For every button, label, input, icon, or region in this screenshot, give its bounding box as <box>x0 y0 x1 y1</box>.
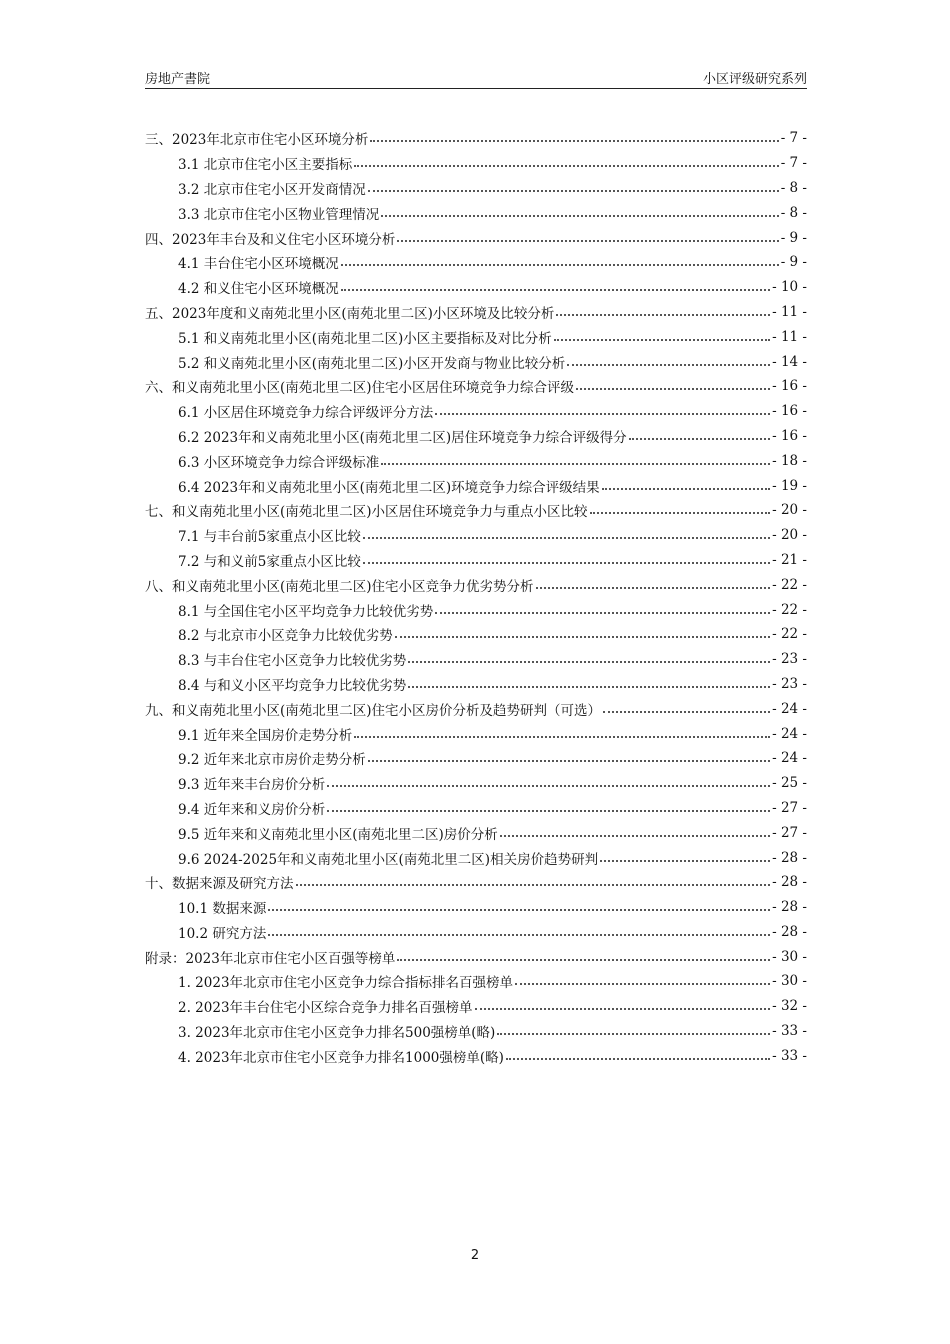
toc-dot-leader <box>506 1058 770 1060</box>
toc-section-entry[interactable] <box>145 969 807 994</box>
toc-section-entry[interactable] <box>145 399 807 424</box>
toc-entry-title: 五、2023年度和义南苑北里小区(南苑北里二区)小区环境及比较分析 <box>145 305 555 322</box>
toc-entry-title: 8.4 与和义小区平均竞争力比较优劣势 <box>178 677 407 694</box>
toc-dot-leader <box>296 884 771 886</box>
toc-entry-page: - 23 - <box>772 651 807 668</box>
toc-entry-page: - 22 - <box>772 601 807 618</box>
toc-entry-title: 8.3 与丰台住宅小区竞争力比较优劣势 <box>178 653 407 670</box>
toc-entry-page: - 16 - <box>772 403 807 420</box>
toc-dot-leader <box>603 711 770 713</box>
toc-entry-page: - 21 - <box>772 551 807 568</box>
toc-dot-leader <box>370 140 778 142</box>
toc-dot-leader <box>435 413 770 415</box>
toc-entry-page: - 20 - <box>772 502 807 519</box>
toc-dot-leader <box>435 612 770 614</box>
toc-entry-title: 六、和义南苑北里小区(南苑北里二区)住宅小区居住环境竞争力综合评级 <box>145 380 575 397</box>
toc-section-entry[interactable] <box>145 647 807 672</box>
page-header <box>145 66 807 89</box>
toc-section-entry[interactable] <box>145 1043 807 1068</box>
toc-entry-page: - 18 - <box>772 452 807 469</box>
toc-entry-title: 七、和义南苑北里小区(南苑北里二区)小区居住环境竞争力与重点小区比较 <box>145 504 588 521</box>
toc-entry-title: 10.2 研究方法 <box>178 925 267 942</box>
toc-entry-page: - 28 - <box>772 849 807 866</box>
toc-dot-leader <box>602 488 770 490</box>
toc-entry-page: - 8 - <box>780 204 807 221</box>
toc-entry-page: - 32 - <box>772 998 807 1015</box>
toc-entry-page: - 33 - <box>772 1023 807 1040</box>
toc-dot-leader <box>408 661 770 663</box>
toc-entry-title: 三、2023年北京市住宅小区环境分析 <box>145 132 369 149</box>
toc-dot-leader <box>381 463 770 465</box>
toc-section-entry[interactable] <box>145 721 807 746</box>
toc-dot-leader <box>576 388 770 390</box>
toc-entry-title: 9.5 近年来和义南苑北里小区(南苑北里二区)房价分析 <box>178 826 498 843</box>
toc-entry-title: 十、数据来源及研究方法 <box>145 876 294 893</box>
toc-dot-leader <box>368 190 779 192</box>
toc-dot-leader <box>354 736 770 738</box>
toc-entry-page: - 28 - <box>772 874 807 891</box>
toc-entry-page: - 20 - <box>772 527 807 544</box>
toc-dot-leader <box>567 364 770 366</box>
toc-entry-title: 5.1 和义南苑北里小区(南苑北里二区)小区主要指标及对比分析 <box>178 330 552 347</box>
toc-section-entry[interactable] <box>145 548 807 573</box>
toc-entry-page: - 8 - <box>780 179 807 196</box>
toc-dot-leader <box>368 760 770 762</box>
toc-section-entry[interactable] <box>145 448 807 473</box>
toc-entry-title: 6.4 2023年和义南苑北里小区(南苑北里二区)环境竞争力综合评级结果 <box>178 479 600 496</box>
toc-chapter-entry[interactable] <box>145 498 807 523</box>
toc-chapter-entry[interactable] <box>145 696 807 721</box>
toc-dot-leader <box>556 314 770 316</box>
toc-chapter-entry[interactable] <box>145 374 807 399</box>
toc-dot-leader <box>629 438 770 440</box>
toc-entry-page: - 22 - <box>772 576 807 593</box>
toc-entry-page: - 7 - <box>780 155 807 172</box>
toc-section-entry[interactable] <box>145 250 807 275</box>
toc-section-entry[interactable] <box>145 920 807 945</box>
toc-entry-page: - 30 - <box>772 948 807 965</box>
toc-dot-leader <box>395 636 770 638</box>
toc-dot-leader <box>475 1008 771 1010</box>
toc-entry-title: 10.1 数据来源 <box>178 901 267 918</box>
toc-section-entry[interactable] <box>145 473 807 498</box>
toc-dot-leader <box>268 909 770 911</box>
toc-entry-page: - 24 - <box>772 725 807 742</box>
toc-chapter-entry[interactable] <box>145 300 807 325</box>
toc-dot-leader <box>327 810 770 812</box>
toc-entry-page: - 9 - <box>780 254 807 271</box>
toc-dot-leader <box>397 959 770 961</box>
toc-entry-page: - 16 - <box>772 427 807 444</box>
toc-section-entry[interactable] <box>145 424 807 449</box>
toc-section-entry[interactable] <box>145 523 807 548</box>
toc-entry-page: - 19 - <box>772 477 807 494</box>
toc-entry-page: - 24 - <box>772 750 807 767</box>
toc-section-entry[interactable] <box>145 349 807 374</box>
toc-chapter-entry[interactable] <box>145 126 807 151</box>
toc-chapter-entry[interactable] <box>145 944 807 969</box>
toc-dot-leader <box>381 215 778 217</box>
toc-section-entry[interactable] <box>145 275 807 300</box>
toc-entry-title: 3.1 北京市住宅小区主要指标 <box>178 157 353 174</box>
toc-dot-leader <box>341 289 770 291</box>
toc-section-entry[interactable] <box>145 597 807 622</box>
table-of-contents <box>145 126 807 1068</box>
toc-section-entry[interactable] <box>145 771 807 796</box>
toc-entry-title: 4. 2023年北京市住宅小区竞争力排名1000强榜单(略) <box>178 1049 504 1066</box>
toc-entry-page: - 30 - <box>772 973 807 990</box>
toc-entry-title: 9.1 近年来全国房价走势分析 <box>178 727 353 744</box>
toc-entry-page: - 9 - <box>780 229 807 246</box>
toc-entry-title: 5.2 和义南苑北里小区(南苑北里二区)小区开发商与物业比较分析 <box>178 355 566 372</box>
toc-entry-title: 7.1 与丰台前5家重点小区比较 <box>178 529 361 546</box>
toc-entry-page: - 24 - <box>772 700 807 717</box>
toc-dot-leader <box>515 983 770 985</box>
toc-entry-page: - 10 - <box>772 279 807 296</box>
toc-entry-title: 8.2 与北京市小区竞争力比较优劣势 <box>178 628 393 645</box>
toc-section-entry[interactable] <box>145 820 807 845</box>
page-number: 2 <box>470 1248 480 1263</box>
header-publisher: 房地产書院 <box>145 72 211 87</box>
toc-section-entry[interactable] <box>145 176 807 201</box>
toc-entry-page: - 11 - <box>772 303 807 320</box>
toc-entry-title: 4.2 和义住宅小区环境概况 <box>178 281 339 298</box>
toc-dot-leader <box>268 934 770 936</box>
toc-section-entry[interactable] <box>145 324 807 349</box>
toc-entry-page: - 11 - <box>772 328 807 345</box>
toc-entry-title: 八、和义南苑北里小区(南苑北里二区)住宅小区竞争力优劣势分析 <box>145 578 534 595</box>
toc-entry-page: - 23 - <box>772 675 807 692</box>
toc-dot-leader <box>408 686 770 688</box>
toc-entry-title: 九、和义南苑北里小区(南苑北里二区)住宅小区房价分析及趋势研判（可选） <box>145 702 602 719</box>
toc-entry-title: 6.2 2023年和义南苑北里小区(南苑北里二区)居住环境竞争力综合评级得分 <box>178 429 627 446</box>
toc-chapter-entry[interactable] <box>145 572 807 597</box>
toc-entry-title: 9.2 近年来北京市房价走势分析 <box>178 752 366 769</box>
toc-dot-leader <box>600 860 770 862</box>
toc-section-entry[interactable] <box>145 1019 807 1044</box>
toc-entry-title: 9.4 近年来和义房价分析 <box>178 801 326 818</box>
toc-section-entry[interactable] <box>145 200 807 225</box>
header-series-title: 小区评级研究系列 <box>702 72 807 87</box>
toc-entry-title: 4.1 丰台住宅小区环境概况 <box>178 256 339 273</box>
toc-entry-page: - 27 - <box>772 799 807 816</box>
toc-dot-leader <box>536 587 771 589</box>
toc-chapter-entry[interactable] <box>145 870 807 895</box>
toc-entry-page: - 33 - <box>772 1047 807 1064</box>
toc-dot-leader <box>327 785 770 787</box>
toc-entry-title: 3.2 北京市住宅小区开发商情况 <box>178 181 366 198</box>
toc-entry-title: 9.3 近年来丰台房价分析 <box>178 777 326 794</box>
toc-dot-leader <box>497 1033 770 1035</box>
toc-entry-page: - 22 - <box>772 626 807 643</box>
toc-entry-page: - 25 - <box>772 775 807 792</box>
toc-section-entry[interactable] <box>145 672 807 697</box>
toc-dot-leader <box>363 562 770 564</box>
toc-entry-page: - 7 - <box>780 130 807 147</box>
toc-entry-title: 四、2023年丰台及和义住宅小区环境分析 <box>145 231 396 248</box>
toc-section-entry[interactable] <box>145 845 807 870</box>
toc-entry-title: 3. 2023年北京市住宅小区竞争力排名500强榜单(略) <box>178 1025 496 1042</box>
toc-section-entry[interactable] <box>145 796 807 821</box>
toc-entry-title: 6.1 小区居住环境竞争力综合评级评分方法 <box>178 405 434 422</box>
toc-entry-page: - 14 - <box>772 353 807 370</box>
toc-dot-leader <box>590 512 771 514</box>
toc-dot-leader <box>354 165 778 167</box>
toc-section-entry[interactable] <box>145 994 807 1019</box>
toc-entry-title: 1. 2023年北京市住宅小区竞争力综合指标排名百强榜单 <box>178 975 514 992</box>
toc-dot-leader <box>554 339 770 341</box>
toc-entry-title: 附录：2023年北京市住宅小区百强等榜单 <box>145 950 396 967</box>
toc-section-entry[interactable] <box>145 151 807 176</box>
toc-chapter-entry[interactable] <box>145 225 807 250</box>
toc-section-entry[interactable] <box>145 895 807 920</box>
toc-entry-title: 9.6 2024-2025年和义南苑北里小区(南苑北里二区)相关房价趋势研判 <box>178 851 599 868</box>
toc-dot-leader <box>363 537 770 539</box>
toc-dot-leader <box>500 835 770 837</box>
toc-entry-title: 8.1 与全国住宅小区平均竞争力比较优劣势 <box>178 603 434 620</box>
toc-entry-page: - 16 - <box>772 378 807 395</box>
toc-entry-page: - 28 - <box>772 899 807 916</box>
toc-entry-title: 6.3 小区环境竞争力综合评级标准 <box>178 454 380 471</box>
toc-entry-title: 2. 2023年丰台住宅小区综合竞争力排名百强榜单 <box>178 1000 473 1017</box>
toc-dot-leader <box>341 264 779 266</box>
toc-section-entry[interactable] <box>145 622 807 647</box>
toc-entry-page: - 28 - <box>772 923 807 940</box>
toc-dot-leader <box>397 240 778 242</box>
toc-entry-title: 7.2 与和义前5家重点小区比较 <box>178 553 361 570</box>
toc-section-entry[interactable] <box>145 746 807 771</box>
toc-entry-page: - 27 - <box>772 824 807 841</box>
toc-entry-title: 3.3 北京市住宅小区物业管理情况 <box>178 206 380 223</box>
